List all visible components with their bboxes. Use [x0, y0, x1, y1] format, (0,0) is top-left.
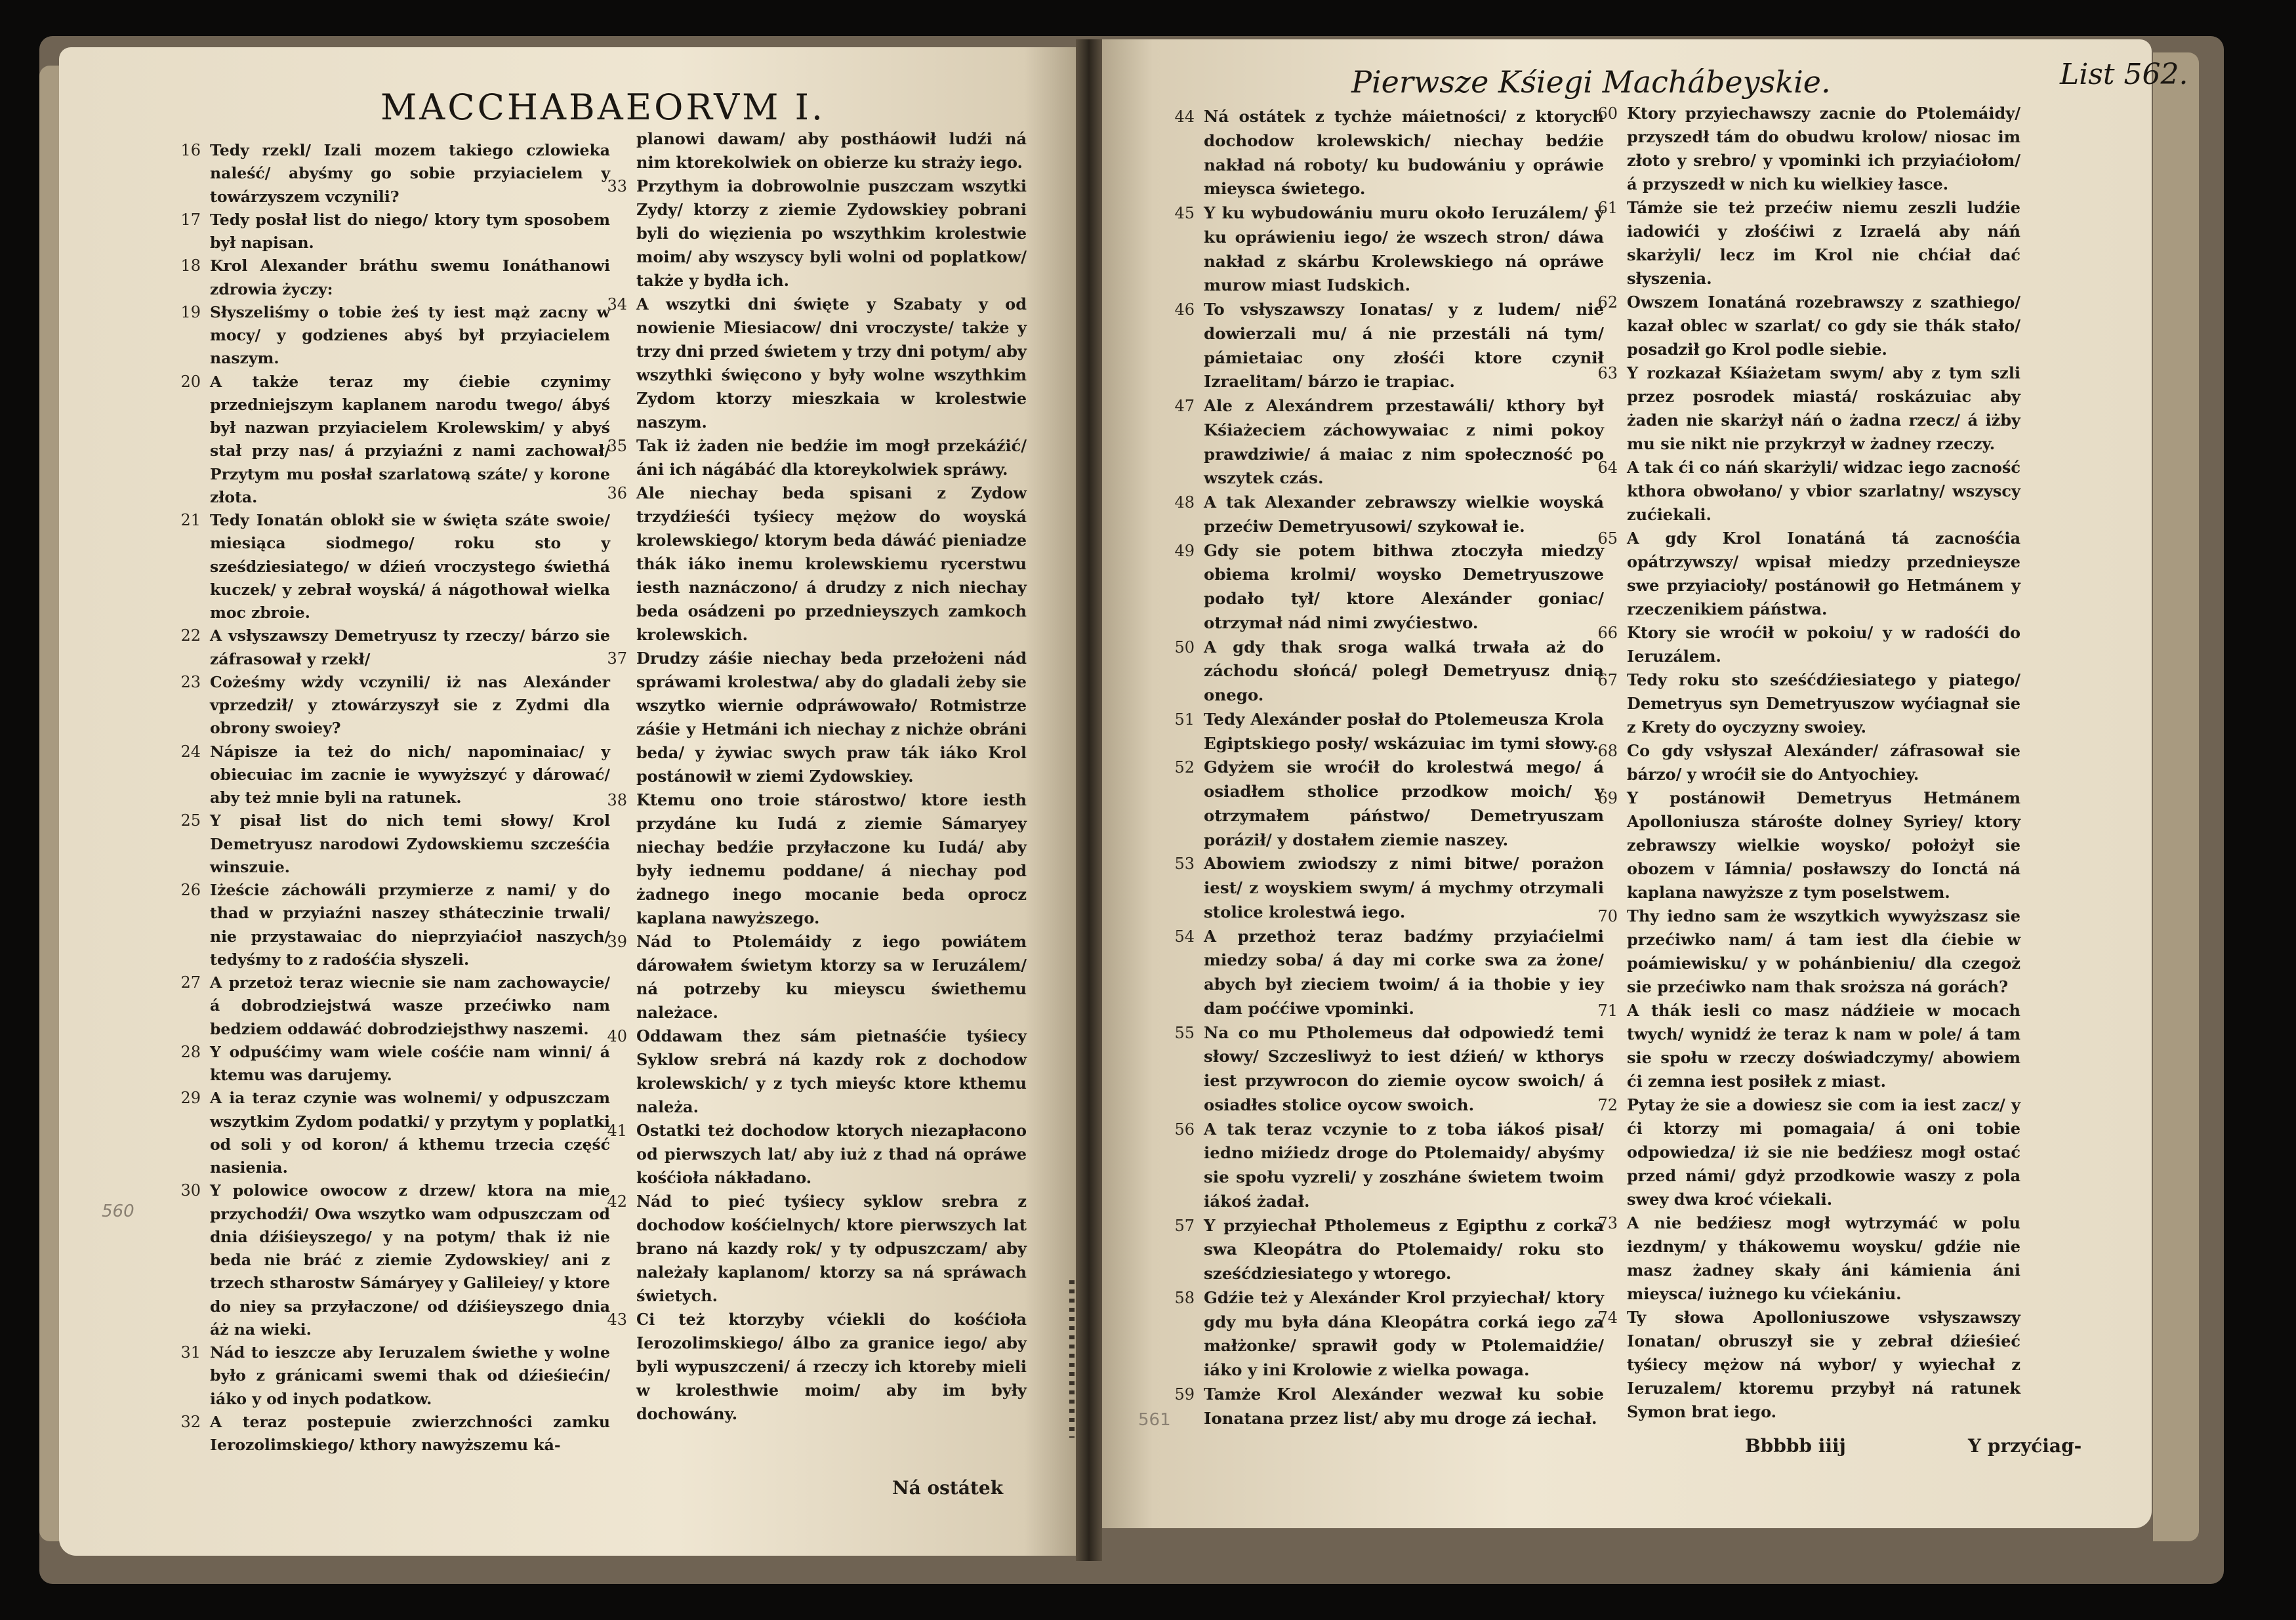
verse-text: Y odpuśćimy wam wiele cośćie nam winni/ á ktemu was darujemy. — [210, 1042, 610, 1084]
verse-text: A gdy thak sroga walká trwała aż do záchodu słońcá/ poległ Demetryusz dnia onego. — [1204, 637, 1604, 704]
verse — [1174, 1214, 1604, 1286]
pencil-note-560: 560 — [102, 1202, 134, 1221]
verse — [1597, 291, 2020, 361]
verse — [1174, 1286, 1604, 1383]
verse-number: 28 — [180, 1042, 201, 1061]
verse — [180, 139, 610, 209]
verse — [1174, 1383, 1604, 1431]
verse — [180, 809, 610, 879]
verse — [1597, 196, 2020, 291]
verse-text: To vsłyszawszy Ionatas/ y z ludem/ nie dowierzali mu/ á nie przestáli ná tym/ pámietaiac ony złośći ktore czynił Izraelitam/ bárzo ie trapiac. — [1204, 300, 1604, 392]
left-catchword: Ná ostátek — [892, 1477, 1004, 1499]
verse-text: Nápisze ia też do nich/ napominaiac/ y obiecuiac im zacnie ie wywyższyć y dárować/ aby też mnie byli na ratunek. — [210, 742, 610, 807]
verse-text: Y przyiechał Ptholemeus z Egipthu z corka swa Kleopátra do Ptolemaidy/ roku sto sześćdziesiatego y wtorego. — [1204, 1215, 1604, 1283]
verse-number: 20 — [180, 372, 201, 391]
right-running-head: Pierwsze Kśiegi Machábeyskie. — [1351, 64, 1831, 100]
verse-number: 42 — [607, 1192, 627, 1211]
verse-number: 50 — [1174, 638, 1195, 657]
verse-number: 16 — [180, 141, 201, 159]
verse-text: A ia teraz czynie was wolnemi/ y odpuszczam wszytkim Zydom podatki/ y przytym y poplatki od soli y od koron/ á kthemu trzecia część nasienia. — [210, 1089, 610, 1177]
verse-number: 34 — [607, 295, 627, 314]
verse-number: 21 — [180, 511, 201, 529]
verse-text: A tak ći co náń skarżyli/ widzac iego zacność kthora obwołano/ y vbior szarlatny/ wszyscy zućiekali. — [1627, 458, 2020, 524]
verse — [180, 301, 610, 371]
verse-text: Nád to ieszcze aby Ieruzalem świethe y wolne było z gránicami swemi thak od dźieśiećin/ iáko y od inych podatkow. — [210, 1343, 610, 1408]
verse — [607, 1024, 1027, 1119]
verse — [1597, 668, 2020, 739]
left-column-2 — [607, 127, 1027, 1426]
right-page-stack — [2153, 52, 2199, 1541]
verse-number: 19 — [180, 302, 201, 321]
verse-text: Drudzy záśie niechay beda przełożeni nád spráwami krolestwa/ aby do gladali żeby sie wszytko wiernie odpráwowało/ Rotmistrze záśie y Hetmáni ich niechay z nichże obráni beda/ y żywiac swych praw ták iáko Krol postánowił w ziemi Zydowskiey. — [636, 649, 1027, 786]
left-page — [59, 47, 1086, 1556]
verse-number: 38 — [607, 791, 627, 809]
verse-number: 54 — [1174, 927, 1195, 946]
verse-text: Ale niechay beda spisani z Zydow trzydźieśći tyśiecy mężow do woyská krolewskiego/ ktorym beda dáwáć pieniadze thák iáko inemu krolewskiemu rycerstwu iesth naznáczono/ á drudzy z nich niechay beda osádzeni po przednieyszych zamkoch krolewskich. — [636, 483, 1027, 644]
verse-text: Gdźie też y Alexánder Krol przyiechał/ ktory gdy mu była dána Kleopátra corká iego za małżonke/ sprawił gody w Ptolemaidźie/ iáko y ini Krolowie z wielka powaga. — [1204, 1287, 1604, 1379]
verse-text: Tamże Krol Alexánder wezwał ku sobie Ionatana przez list/ aby mu droge zá iechał. — [1204, 1384, 1604, 1428]
verse-number: 56 — [1174, 1120, 1195, 1139]
verse — [180, 671, 610, 740]
verse-text: Thy iedno sam że wszytkich wywyższasz sie przećiwko nam/ á tam iest dla ćiebie w poámiewisku/ y w pohánbieniu/ dla czegoż sie przećiwko nam thak sroższa ná gorách? — [1627, 906, 2020, 996]
verse-text: Oddawam thez sám pietnaśćie tyśiecy Syklow srebrá ná kazdy rok z dochodow krolewskich/ y z tych mieyśc ktore kthemu należa. — [636, 1026, 1027, 1116]
verse-text: Tedy Ionatán oblokł sie w święta száte swoie/ miesiąca siodmego/ roku sto y sześdziesiatego/ w dźień vroczystego świethá kuczek/ y zebrał woyská/ á nágothował wielka moc zbroie. — [210, 511, 610, 622]
verse-number: 62 — [1597, 293, 1618, 312]
verse-text: Ty słowa Apolloniuszowe vsłyszawszy Ionatan/ obruszył sie y zebrał dźieśieć tyśiecy mężow ná wybor/ y wyiechał z Ieruzalem/ ktoremu przybył ná ratunek Symon brat iego. — [1627, 1308, 2020, 1421]
verse — [607, 434, 1027, 481]
verse — [1174, 394, 1604, 491]
verse — [180, 1411, 610, 1457]
verse-number: 60 — [1597, 104, 1618, 123]
verse-text: Przythym ia dobrowolnie puszczam wszytki Zydy/ ktorzy z ziemie Zydowskiey pobrani byli do więzienia po wszythkim krolestwie moim/ aby wszyscy byli wolni od poplatkow/ także y bydła ich. — [636, 176, 1027, 290]
verse-number: 27 — [180, 973, 201, 992]
verse-number: 71 — [1597, 1002, 1618, 1020]
verse — [180, 879, 610, 971]
verse-text: Pytay że sie a dowiesz sie com ia iest zacz/ y ći ktorzy mi pomagaia/ á oni tobie odpowiedza/ iż sie nie bedźiesz mogł ostać przed námi/ gdyż przodkowie waszy z pola swey dwa kroć vćiekali. — [1627, 1095, 2020, 1209]
verse — [607, 1119, 1027, 1190]
verse-text: Krol Alexander bráthu swemu Ionáthanowi zdrowia życzy: — [210, 256, 610, 298]
verse-number: 31 — [180, 1343, 201, 1362]
verse-number: 51 — [1174, 710, 1195, 729]
verse-number: 66 — [1597, 624, 1618, 642]
verse-text: A thák iesli co masz nádźieie w mocach twych/ wynidź że teraz k nam w pole/ á tam sie społu w rzeczy doświadczymy/ abowiem ći zemna iest posiłek z miast. — [1627, 1001, 2020, 1091]
verse — [180, 371, 610, 510]
verse-number: 57 — [1174, 1216, 1195, 1235]
verse — [1597, 1093, 2020, 1211]
verse-text: Nád to pieć tyśiecy syklow srebra z dochodow kośćielnych/ ktore pierwszych lat brano ná kazdy rok/ y ty odpuszczam/ aby należały kaplanom/ ktorzy sa ná spráwach świetych. — [636, 1192, 1027, 1305]
verse-number: 69 — [1597, 789, 1618, 807]
verse-text: A nie bedźiesz mogł wytrzymáć w polu iezdnym/ y thákowemu woysku/ gdźie nie masz żadney skały áni kámienia áni mieysca/ iużnego ku vćiekániu. — [1627, 1213, 2020, 1303]
verse-number: 44 — [1174, 108, 1195, 126]
verse-number: 55 — [1174, 1023, 1195, 1042]
verse — [607, 481, 1027, 647]
verse — [1597, 361, 2020, 456]
verse-text: Y pisał list do nich temi słowy/ Krol Demetryusz narodowi Zydowskiemu szcześćia winszuie. — [210, 811, 610, 876]
verse — [1597, 527, 2020, 621]
verse — [607, 1308, 1027, 1426]
verse — [180, 209, 610, 255]
verse-number: 24 — [180, 742, 201, 761]
verse-text: A tak Alexander zebrawszy wielkie woyská przećiw Demetryusowi/ szykował ie. — [1204, 493, 1604, 536]
verse-text: Ci też ktorzyby vćiekli do kośćioła Ierozolimskiego/ álbo za granice iego/ aby byli wypuszczeni/ á rzeczy ich ktoreby mieli w krolesthwie moim/ aby im były dochowány. — [636, 1310, 1027, 1423]
verse — [1597, 456, 2020, 527]
verse — [1597, 1306, 2020, 1424]
verse-number: 46 — [1174, 300, 1195, 319]
verse-text: A gdy Krol Ionatáná tá zacnośćia opátrzywszy/ wpisał miedzy przednieysze swe przyiacioły/ postánowił go Hetmánem y rzeczenikiem páństwa. — [1627, 529, 2020, 618]
verse-number: 22 — [180, 626, 201, 645]
verse — [1597, 1211, 2020, 1306]
verse-number: 29 — [180, 1089, 201, 1108]
verse-number: 73 — [1597, 1214, 1618, 1232]
verse-text: Tak iż żaden nie bedźie im mogł przekáźić/ áni ich nágábáć dla ktoreykolwiek spráwy. — [636, 436, 1027, 479]
verse-number: 68 — [1597, 742, 1618, 760]
verse — [1174, 1118, 1604, 1214]
verse — [1174, 105, 1604, 201]
verse — [1174, 298, 1604, 394]
verse-text: Ná ostátek z tychże máietności/ z ktorych dochodow krolewskich/ niechay bedźie nakład ná roboty/ ku budowániu y opráwie mieysca świetego. — [1204, 107, 1604, 199]
verse — [1597, 739, 2020, 786]
verse-number: 25 — [180, 811, 201, 830]
right-page — [1089, 39, 2188, 1528]
verse — [180, 1179, 610, 1341]
verse-text: Tedy roku sto sześćdźiesiatego y piatego/ Demetryus syn Demetryuszow wyćiagnał sie z Krety do oyczyzny swoiey. — [1627, 670, 2020, 737]
verse — [180, 740, 610, 810]
verse-text: Gdyżem sie wroćił do krolestwá mego/ á osiadłem stholice przodkow moich/ y otrzymałem páństwo/ Demetryuszam poráził/ y dostałem ziemie naszey. — [1204, 758, 1604, 849]
verse-text: Y polowice owocow z drzew/ ktora na mie przychodźi/ Owa wszytko wam odpuszczam od dnia dźiśieyszego/ y na potym/ thak iż nie beda nie bráć z ziemie Zydowskiey/ ani z trzech stharostw Sámáryey y Galileiey/ y ktore do niey sa przyłaczone/ od dźiśieyszego dnia áż na wieki. — [210, 1181, 610, 1339]
verse — [1174, 925, 1604, 1021]
verse-text: planowi dawam/ aby postháowił ludźi ná nim ktorekolwiek on obierze ku straży iego. — [636, 129, 1027, 172]
verse — [607, 647, 1027, 788]
verse — [607, 930, 1027, 1024]
verse — [607, 293, 1027, 434]
verse-number: 17 — [180, 210, 201, 229]
verse-number: 70 — [1597, 907, 1618, 925]
verse-text: Tedy Alexánder posłał do Ptolemeusza Krola Egiptskiego posły/ wskázuiac im tymi słowy. — [1204, 709, 1604, 753]
pencil-note-561: 561 — [1138, 1410, 1171, 1430]
spine-bleed-mark — [1069, 1280, 1075, 1438]
verse — [1597, 786, 2020, 904]
verse-number: 63 — [1597, 364, 1618, 382]
folio-number: List 562. — [2060, 58, 2188, 91]
verse-number: 36 — [607, 484, 627, 502]
verse-number: 53 — [1174, 855, 1195, 874]
verse-text: Nád to Ptolemáidy z iego powiátem dárowałem świetym ktorzy sa w Ieruzálem/ ná potrzeby ku mieyscu świethemu należace. — [636, 932, 1027, 1022]
verse-number: 30 — [180, 1181, 201, 1200]
verse-number: 32 — [180, 1412, 201, 1431]
left-column-1 — [180, 139, 610, 1457]
verse — [607, 1190, 1027, 1308]
verse-text: A przetoż teraz wiecnie sie nam zachowaycie/ á dobrodziejstwá wasze przećiwko nam bedziem oddawáć dobrodziejsthwy naszemi. — [210, 973, 610, 1038]
verse — [180, 509, 610, 624]
verse — [607, 174, 1027, 293]
verse-text: Tedy posłał list do niego/ ktory tym sposobem był napisan. — [210, 210, 610, 252]
verse-number: 65 — [1597, 529, 1618, 548]
verse-number: 43 — [607, 1310, 627, 1329]
verse-number: 35 — [607, 437, 627, 455]
verse — [1174, 636, 1604, 708]
signature-mark: Bbbbb iiij — [1745, 1435, 1846, 1457]
verse — [180, 624, 610, 671]
verse — [1174, 201, 1604, 298]
book-gutter — [1076, 39, 1102, 1561]
verse-text: Ktemu ono troie stárostwo/ ktore iesth przydáne ku Iudá z ziemie Sámaryey niechay bedźie przyłaczone ku Iudá/ aby były iednemu poddane/ á niechay pod żadnego inego mocanie beda oprocz kaplana nawyższego. — [636, 790, 1027, 927]
verse-number: 18 — [180, 256, 201, 275]
verse-text: Tedy rzekl/ Izali mozem takiego czlowieka naleść/ abyśmy go sobie przyiacielem y towárzyszem vczynili? — [210, 141, 610, 206]
verse-text: Ktory przyiechawszy zacnie do Ptolemáidy/ przyszedł tám do obudwu krolow/ niosac im złoto y srebro/ y vpominki ich przyiaćiołom/ á przyszedł w nich ku wielkiey łasce. — [1627, 104, 2020, 193]
verse — [607, 788, 1027, 930]
verse-text: A tak teraz vczynie to z toba iákoś pisał/ iedno miźiedz droge do Ptolemaidy/ abyśmy sie społu vyzreli/ y zoszháne świetem twoim iákoś żadał. — [1204, 1119, 1604, 1211]
verse — [636, 127, 1027, 174]
verse-number: 45 — [1174, 204, 1195, 222]
verse-text: A teraz postepuie zwierzchności zamku Ierozolimskiego/ kthory nawyższemu ká- — [210, 1412, 610, 1454]
verse-text: A wszytki dni święte y Szabaty y od nowienie Miesiacow/ dni vroczyste/ także y trzy dni przed świetem y trzy dni potym/ aby wszythki święcono y były wolne wszythkim Zydom ktorzy mieszkaia w krolestwie naszym. — [636, 294, 1027, 432]
verse-number: 37 — [607, 649, 627, 668]
verse-text: A także teraz my ćiebie czynimy przedniejszym kaplanem narodu twego/ ábyś był nazwan przyiacielem Krolewskim/ y abyś stał przy nas/ á przyiaźni z nami zachował/ Przytym mu posłał szarlatową száte/ y korone złota. — [210, 372, 610, 506]
verse-text: Abowiem zwiodszy z nimi bitwe/ porażon iest/ z woyskiem swym/ á mychmy otrzymali stolice krolestwá iego. — [1204, 854, 1604, 921]
verse-number: 23 — [180, 672, 201, 691]
verse — [1174, 708, 1604, 756]
verse-text: Co gdy vsłyszał Alexánder/ záfrasował sie bárzo/ y wroćił sie do Antyochiey. — [1627, 741, 2020, 784]
verse-number: 59 — [1174, 1385, 1195, 1404]
verse-text: Y ku wybudowániu muru około Ieruzálem/ y ku opráwieniu iego/ że wszech stron/ dáwa nakład z skárbu Krolewskiego ná opráwe murow miast Iudskich. — [1204, 203, 1604, 295]
verse-number: 58 — [1174, 1288, 1195, 1307]
right-column-1 — [1174, 105, 1604, 1430]
verse-text: Słyszeliśmy o tobie żeś ty iest mąż zacny w mocy/ y godzienes abyś był przyiacielem naszym. — [210, 302, 610, 368]
verse — [1174, 491, 1604, 539]
verse-number: 40 — [607, 1027, 627, 1045]
verse-text: Ale z Alexándrem przestawáli/ kthory był Kśiażeciem záchowywaiac z nimi pokoy prawdziwie/ á maiac z nim społeczność po wszytek czás. — [1204, 396, 1604, 488]
verse — [180, 1041, 610, 1087]
verse-text: Owszem Ionatáná rozebrawszy z szathiego/ kazał oblec w szarlat/ co gdy sie thák stało/ posadził go Krol podle siebie. — [1627, 293, 2020, 359]
verse-number: 41 — [607, 1122, 627, 1140]
verse — [1174, 852, 1604, 924]
verse — [1174, 539, 1604, 636]
verse-text: Támże sie też przećiw niemu zeszli ludźie iadowići y złośćiwi z Izraelá aby náń skarżyli/ lecz im Krol nie chćiał dać słyszenia. — [1627, 198, 2020, 288]
verse — [1174, 756, 1604, 852]
verse-text: Ktory sie wroćił w pokoiu/ y w radośći do Ieruzálem. — [1627, 623, 2020, 666]
verse-text: A vsłyszawszy Demetryusz ty rzeczy/ bárzo sie záfrasował y rzekł/ — [210, 626, 610, 668]
verse-text: A przethoż teraz badźmy przyiaćielmi miedzy soba/ á day mi corke swa za żone/ abych był zieciem twoim/ á ia thobie y iey dam poććiwe vpominki. — [1204, 926, 1604, 1018]
verse-number: 64 — [1597, 458, 1618, 477]
verse-text: Ostatki też dochodow ktorych niezapłacono od pierwszych lat/ aby iuż z thad ná opráwe kośćioła nákładano. — [636, 1121, 1027, 1187]
verse-text: Y rozkazał Kśiażetam swym/ aby z tym szli przez posrodek miastá/ roskázuiac aby żaden nie skarżył náń o żadna rzecz/ á iżby mu sie nikt nie przykrzył w żadney rzeczy. — [1627, 363, 2020, 453]
verse-number: 67 — [1597, 671, 1618, 689]
verse — [180, 1341, 610, 1411]
verse-number: 48 — [1174, 493, 1195, 512]
verse-number: 47 — [1174, 397, 1195, 415]
verse — [1597, 621, 2020, 668]
verse-text: Gdy sie potem bithwa ztoczyła miedzy obiema krolmi/ woysko Demetryuszowe podało tył/ ktore Alexánder goniac/ otrzymał nád nimi zwyćiestwo. — [1204, 540, 1604, 632]
verse-number: 52 — [1174, 758, 1195, 777]
right-catchword: Y przyćiag- — [1968, 1435, 2082, 1457]
verse — [1597, 904, 2020, 999]
verse — [1597, 999, 2020, 1093]
verse-number: 61 — [1597, 199, 1618, 217]
verse-text: Iżeście záchowáli przymierze z nami/ y do thad w przyiaźni naszey stháteczinie trwali/ nie przystawaiac do nieprzyiaćioł naszych/ tedyśmy to z radośćia słyszeli. — [210, 881, 610, 969]
verse-text: Cożeśmy wżdy vczynili/ iż nas Alexánder vprzedził/ y ztowárzyszył sie z Zydmi dla obrony swoiey? — [210, 672, 610, 738]
verse — [1597, 102, 2020, 196]
verse — [180, 1087, 610, 1179]
right-column-2 — [1597, 102, 2020, 1424]
verse-text: Y postánowił Demetryus Hetmánem Apolloniusza stárośte dolney Syriey/ ktory zebrawszy wielkie woysko/ położył sie obozem v Iámnia/ posławszy do Ionctá ná kaplana nawyższe z tym poselstwem. — [1627, 788, 2020, 902]
verse-number: 74 — [1597, 1308, 1618, 1327]
verse-number: 33 — [607, 177, 627, 195]
verse — [180, 254, 610, 301]
left-running-head: MACCHABAEORVM I. — [380, 87, 826, 128]
verse-number: 39 — [607, 933, 627, 951]
verse-number: 49 — [1174, 541, 1195, 560]
verse — [180, 971, 610, 1041]
verse-number: 26 — [180, 881, 201, 899]
verse-number: 72 — [1597, 1096, 1618, 1114]
verse-text: Na co mu Ptholemeus dał odpowiedź temi słowy/ Szczesliwyż to iest dźień/ w kthorys iest przywrocon do ziemie oycow swoich/ á osiadłes stolice oycow swoich. — [1204, 1023, 1604, 1114]
verse — [1174, 1021, 1604, 1118]
